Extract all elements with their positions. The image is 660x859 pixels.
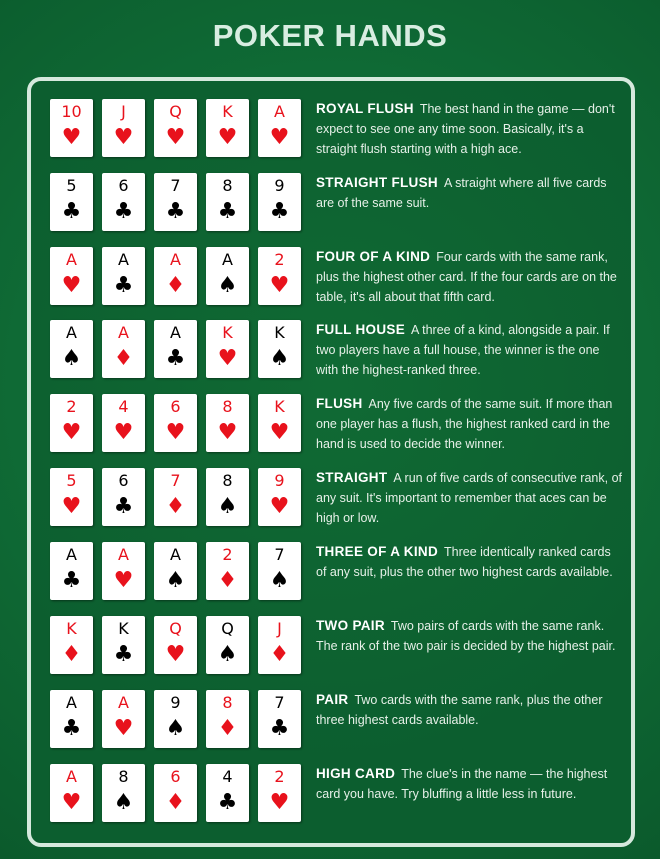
playing-card — [206, 690, 249, 748]
playing-card — [154, 542, 197, 600]
club-suit-icon: ♣ — [113, 494, 134, 519]
card-rank: Q — [221, 619, 234, 638]
hands-panel — [27, 77, 635, 847]
heart-suit-icon: ♥ — [61, 790, 82, 815]
card-rank: 5 — [66, 176, 77, 195]
hand-text: The clue's in the name — the highest card you have. Try bluffing a little less in future. — [316, 767, 608, 801]
hand-text: Two pairs of cards with the same rank. The rank of the two pair is decided by the highest pair. — [316, 619, 616, 653]
heart-suit-icon: ♥ — [61, 125, 82, 150]
card-rank: 2 — [66, 397, 77, 416]
card-rank: J — [277, 619, 282, 638]
card-rank: A — [170, 545, 181, 564]
hand-name: PAIR — [316, 692, 349, 707]
hand-row — [31, 99, 631, 172]
club-suit-icon: ♣ — [269, 716, 290, 741]
hand-description — [316, 616, 622, 656]
hand-text: The best hand in the game — don't expect to see one any time soon. Basically, it's a straight flush starting with a high ace. — [316, 102, 615, 156]
hand-description — [316, 542, 622, 582]
heart-suit-icon: ♥ — [269, 790, 290, 815]
spade-suit-icon: ♠ — [217, 494, 238, 519]
heart-suit-icon: ♥ — [113, 716, 134, 741]
card-rank: 8 — [222, 693, 233, 712]
hand-description — [316, 468, 622, 528]
card-rank: 9 — [170, 693, 181, 712]
card-rank: Q — [169, 619, 182, 638]
club-suit-icon: ♣ — [269, 199, 290, 224]
playing-card — [154, 99, 197, 157]
hand-text: A run of five cards of consecutive rank, of any suit. It's important to remember that aces can be high or low. — [316, 471, 622, 525]
playing-card — [258, 764, 301, 822]
card-rank: A — [66, 250, 77, 269]
hand-text: Any five cards of the same suit. If more than one player has a flush, the highest ranked card in the hand is used to decide the winner. — [316, 397, 613, 451]
spade-suit-icon: ♠ — [269, 568, 290, 593]
heart-suit-icon: ♥ — [61, 273, 82, 298]
playing-card — [206, 616, 249, 674]
card-rank: A — [66, 767, 77, 786]
card-rank: 7 — [170, 471, 181, 490]
playing-card — [102, 542, 145, 600]
hand-row — [31, 320, 631, 393]
club-suit-icon: ♣ — [61, 199, 82, 224]
card-group — [50, 173, 310, 235]
card-rank: 7 — [274, 545, 285, 564]
card-rank: 4 — [222, 767, 233, 786]
spade-suit-icon: ♠ — [113, 790, 134, 815]
playing-card — [102, 468, 145, 526]
card-rank: A — [274, 102, 285, 121]
heart-suit-icon: ♥ — [113, 568, 134, 593]
spade-suit-icon: ♠ — [61, 346, 82, 371]
card-rank: A — [118, 323, 129, 342]
hand-text: Four cards with the same rank, plus the highest other card. If the four cards are on the table, it's all about that fifth card. — [316, 250, 617, 304]
card-rank: 8 — [222, 397, 233, 416]
playing-card — [206, 99, 249, 157]
hand-description — [316, 99, 622, 159]
playing-card — [50, 247, 93, 305]
hand-row — [31, 616, 631, 689]
card-rank: 2 — [222, 545, 233, 564]
diamond-suit-icon: ♦ — [165, 790, 186, 815]
hand-row — [31, 173, 631, 246]
playing-card — [206, 173, 249, 231]
club-suit-icon: ♣ — [217, 790, 238, 815]
hand-row — [31, 247, 631, 320]
card-rank: 8 — [222, 176, 233, 195]
card-group — [50, 99, 310, 161]
hand-name: TWO PAIR — [316, 618, 385, 633]
club-suit-icon: ♣ — [113, 199, 134, 224]
playing-card — [206, 394, 249, 452]
card-rank: A — [66, 323, 77, 342]
card-rank: 8 — [118, 767, 129, 786]
hand-description — [316, 173, 622, 213]
club-suit-icon: ♣ — [61, 716, 82, 741]
playing-card — [102, 320, 145, 378]
heart-suit-icon: ♥ — [269, 125, 290, 150]
playing-card — [50, 690, 93, 748]
spade-suit-icon: ♠ — [269, 346, 290, 371]
card-rank: 7 — [274, 693, 285, 712]
heart-suit-icon: ♥ — [217, 346, 238, 371]
playing-card — [154, 247, 197, 305]
diamond-suit-icon: ♦ — [165, 273, 186, 298]
spade-suit-icon: ♠ — [165, 568, 186, 593]
club-suit-icon: ♣ — [113, 642, 134, 667]
card-rank: K — [118, 619, 129, 638]
card-rank: A — [118, 250, 129, 269]
playing-card — [50, 542, 93, 600]
heart-suit-icon: ♥ — [269, 420, 290, 445]
card-rank: 6 — [170, 397, 181, 416]
hand-text: A straight where all five cards are of the same suit. — [316, 176, 607, 210]
playing-card — [258, 616, 301, 674]
playing-card — [206, 320, 249, 378]
card-rank: 7 — [170, 176, 181, 195]
hand-name: THREE OF A KIND — [316, 544, 438, 559]
heart-suit-icon: ♥ — [113, 420, 134, 445]
card-rank: A — [118, 545, 129, 564]
card-rank: J — [121, 102, 126, 121]
card-group — [50, 394, 310, 456]
heart-suit-icon: ♥ — [61, 420, 82, 445]
heart-suit-icon: ♥ — [269, 494, 290, 519]
diamond-suit-icon: ♦ — [113, 346, 134, 371]
hand-row — [31, 690, 631, 763]
playing-card — [206, 247, 249, 305]
playing-card — [154, 616, 197, 674]
hand-name: STRAIGHT — [316, 470, 388, 485]
card-rank: 2 — [274, 250, 285, 269]
playing-card — [50, 320, 93, 378]
club-suit-icon: ♣ — [165, 346, 186, 371]
playing-card — [258, 247, 301, 305]
spade-suit-icon: ♠ — [165, 716, 186, 741]
card-rank: 8 — [222, 471, 233, 490]
card-rank: 2 — [274, 767, 285, 786]
hand-name: FOUR OF A KIND — [316, 249, 431, 264]
club-suit-icon: ♣ — [61, 568, 82, 593]
diamond-suit-icon: ♦ — [269, 642, 290, 667]
card-group — [50, 247, 310, 309]
heart-suit-icon: ♥ — [61, 494, 82, 519]
heart-suit-icon: ♥ — [165, 642, 186, 667]
club-suit-icon: ♣ — [113, 273, 134, 298]
card-group — [50, 616, 310, 678]
hand-name: ROYAL FLUSH — [316, 101, 414, 116]
playing-card — [50, 764, 93, 822]
card-rank: A — [118, 693, 129, 712]
card-rank: K — [274, 397, 285, 416]
playing-card — [102, 247, 145, 305]
hand-row — [31, 542, 631, 615]
playing-card — [154, 173, 197, 231]
card-rank: 6 — [170, 767, 181, 786]
hand-row — [31, 764, 631, 837]
playing-card — [102, 764, 145, 822]
hand-description — [316, 320, 622, 380]
hand-name: FULL HOUSE — [316, 322, 406, 337]
playing-card — [258, 394, 301, 452]
playing-card — [258, 320, 301, 378]
card-rank: A — [66, 693, 77, 712]
card-rank: 6 — [118, 471, 129, 490]
playing-card — [102, 173, 145, 231]
playing-card — [154, 394, 197, 452]
playing-card — [206, 764, 249, 822]
page-title: POKER HANDS — [212, 18, 448, 53]
hand-name: HIGH CARD — [316, 766, 396, 781]
playing-card — [50, 616, 93, 674]
spade-suit-icon: ♠ — [217, 642, 238, 667]
card-group — [50, 690, 310, 752]
playing-card — [102, 616, 145, 674]
card-rank: A — [170, 323, 181, 342]
heart-suit-icon: ♥ — [165, 125, 186, 150]
playing-card — [206, 542, 249, 600]
hand-name: STRAIGHT FLUSH — [316, 175, 438, 190]
hand-description — [316, 247, 622, 307]
hand-text: Three identically ranked cards of any suit, plus the other two highest cards available. — [316, 545, 613, 579]
card-rank: 9 — [274, 471, 285, 490]
card-rank: K — [66, 619, 77, 638]
playing-card — [258, 542, 301, 600]
hand-description — [316, 394, 622, 454]
card-rank: 5 — [66, 471, 77, 490]
card-rank: 6 — [118, 176, 129, 195]
hand-description — [316, 764, 622, 804]
playing-card — [50, 173, 93, 231]
card-group — [50, 320, 310, 382]
playing-card — [102, 99, 145, 157]
heart-suit-icon: ♥ — [217, 420, 238, 445]
club-suit-icon: ♣ — [217, 199, 238, 224]
spade-suit-icon: ♠ — [217, 273, 238, 298]
playing-card — [154, 764, 197, 822]
playing-card — [258, 468, 301, 526]
hand-name: FLUSH — [316, 396, 363, 411]
playing-card — [258, 99, 301, 157]
playing-card — [50, 99, 93, 157]
playing-card — [154, 690, 197, 748]
diamond-suit-icon: ♦ — [61, 642, 82, 667]
playing-card — [154, 320, 197, 378]
heart-suit-icon: ♥ — [113, 125, 134, 150]
card-group — [50, 764, 310, 826]
hand-row — [31, 394, 631, 467]
hand-text: A three of a kind, alongside a pair. If two players have a full house, the winner is the one with the highest-ranked three. — [316, 323, 610, 377]
heart-suit-icon: ♥ — [269, 273, 290, 298]
diamond-suit-icon: ♦ — [217, 716, 238, 741]
card-rank: K — [274, 323, 285, 342]
card-rank: 4 — [118, 397, 129, 416]
heart-suit-icon: ♥ — [165, 420, 186, 445]
card-rank: 9 — [274, 176, 285, 195]
card-rank: K — [222, 323, 233, 342]
card-rank: Q — [169, 102, 182, 121]
card-rank: K — [222, 102, 233, 121]
hand-text: Two cards with the same rank, plus the other three highest cards available. — [316, 693, 603, 727]
hand-description — [316, 690, 622, 730]
playing-card — [50, 468, 93, 526]
card-rank: A — [222, 250, 233, 269]
playing-card — [258, 173, 301, 231]
playing-card — [258, 690, 301, 748]
card-group — [50, 468, 310, 530]
card-rank: A — [66, 545, 77, 564]
playing-card — [206, 468, 249, 526]
playing-card — [154, 468, 197, 526]
playing-card — [102, 690, 145, 748]
playing-card — [50, 394, 93, 452]
heart-suit-icon: ♥ — [217, 125, 238, 150]
card-rank: 10 — [61, 102, 82, 121]
diamond-suit-icon: ♦ — [217, 568, 238, 593]
diamond-suit-icon: ♦ — [165, 494, 186, 519]
club-suit-icon: ♣ — [165, 199, 186, 224]
card-group — [50, 542, 310, 604]
card-rank: A — [170, 250, 181, 269]
playing-card — [102, 394, 145, 452]
hand-row — [31, 468, 631, 541]
